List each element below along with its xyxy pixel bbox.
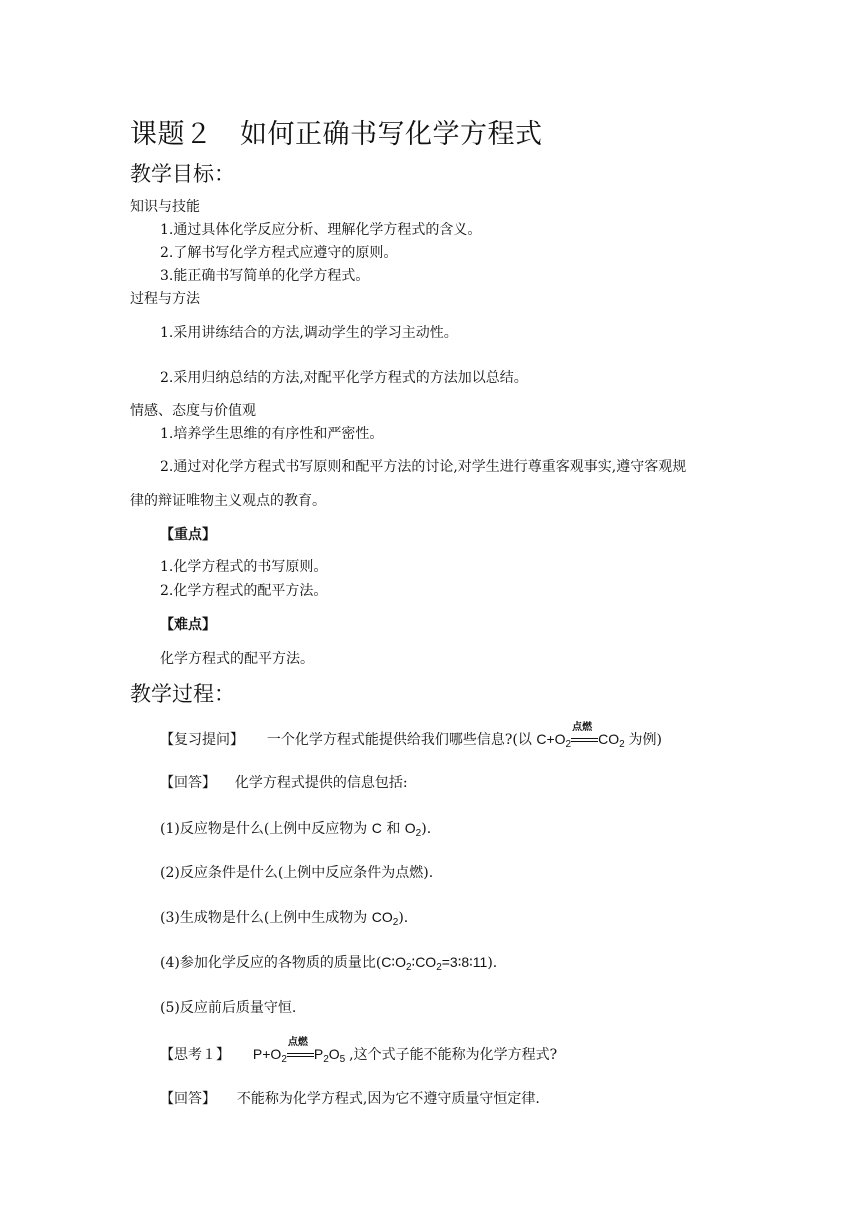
info-point-2: (2)反应条件是什么(上例中反应条件为点燃). — [160, 865, 434, 881]
process-method-item-2: 2.采用归纳总结的方法,对配平化学方程式的方法加以总结。 — [160, 370, 528, 386]
review-question — [160, 722, 662, 750]
review-tag: 【复习提问】 — [160, 732, 244, 748]
key-points-heading: 【重点】 — [160, 527, 216, 543]
page-title: 课题２ 如何正确书写化学方程式 — [130, 119, 543, 150]
process-method-heading: 过程与方法 — [130, 291, 200, 307]
answer-1-text: 化学方程式提供的信息包括: — [234, 775, 408, 791]
think-1-tag: 【思考１】 — [160, 1047, 230, 1063]
knowledge-item-3: 3.能正确书写简单的化学方程式。 — [160, 268, 370, 284]
answer-1-tag: 【回答】 — [160, 775, 216, 791]
process-method-item-1: 1.采用讲练结合的方法,调动学生的学习主动性。 — [160, 325, 458, 341]
info-point-5: (5)反应前后质量守恒. — [160, 1000, 297, 1016]
think-1-equation: $P+O_2$ 点燃 $P_2O_5$ — [252, 1037, 346, 1065]
knowledge-item-1: 1.通过具体化学反应分析、理解化学方程式的含义。 — [160, 222, 482, 238]
difficulty-1: 化学方程式的配平方法。 — [160, 651, 314, 667]
think-1 — [160, 1037, 558, 1065]
reaction-condition-arrow: 点燃 — [571, 731, 598, 745]
answer-2 — [160, 1088, 540, 1108]
key-point-1: 1.化学方程式的书写原则。 — [160, 559, 328, 575]
answer-2-tag: 【回答】 — [160, 1091, 216, 1107]
attitude-item-2: 2.通过对化学方程式书写原则和配平方法的讨论,对学生进行尊重客观事实,遵守客观规 — [160, 459, 687, 475]
attitude-item-1: 1.培养学生思维的有序性和严密性。 — [160, 426, 384, 442]
review-question-tail: 为例) — [628, 732, 662, 748]
review-question-text: 一个化学方程式能提供给我们哪些信息?(以 — [266, 732, 532, 748]
knowledge-heading: 知识与技能 — [130, 199, 200, 215]
think-1-question: ,这个式子能不能称为化学方程式? — [349, 1047, 558, 1063]
reaction-condition-arrow: 点燃 — [287, 1046, 314, 1060]
attitude-item-2-cont: 律的辩证唯物主义观点的教育。 — [130, 493, 326, 509]
answer-2-text: 不能称为化学方程式,因为它不遵守质量守恒定律. — [236, 1091, 540, 1107]
process-heading: 教学过程： — [130, 682, 235, 706]
difficulties-heading: 【难点】 — [160, 617, 216, 633]
attitude-heading: 情感、态度与价值观 — [130, 403, 256, 419]
answer-1 — [160, 772, 408, 792]
info-point-3: (3)生成物是什么(上例中生成物为 $CO_2$). — [160, 909, 409, 928]
key-point-2: 2.化学方程式的配平方法。 — [160, 583, 328, 599]
info-point-1: (1)反应物是什么(上例中反应物为 C 和 $O_2$). — [160, 820, 432, 839]
objectives-heading: 教学目标： — [130, 162, 235, 186]
info-point-4: (4)参加化学反应的各物质的质量比$(C∶O_2∶CO_2=3∶8∶11)$. — [160, 954, 498, 973]
knowledge-item-2: 2.了解书写化学方程式应遵守的原则。 — [160, 245, 398, 261]
review-equation: $C+O_2$ 点燃 $CO_2$ — [536, 722, 625, 750]
